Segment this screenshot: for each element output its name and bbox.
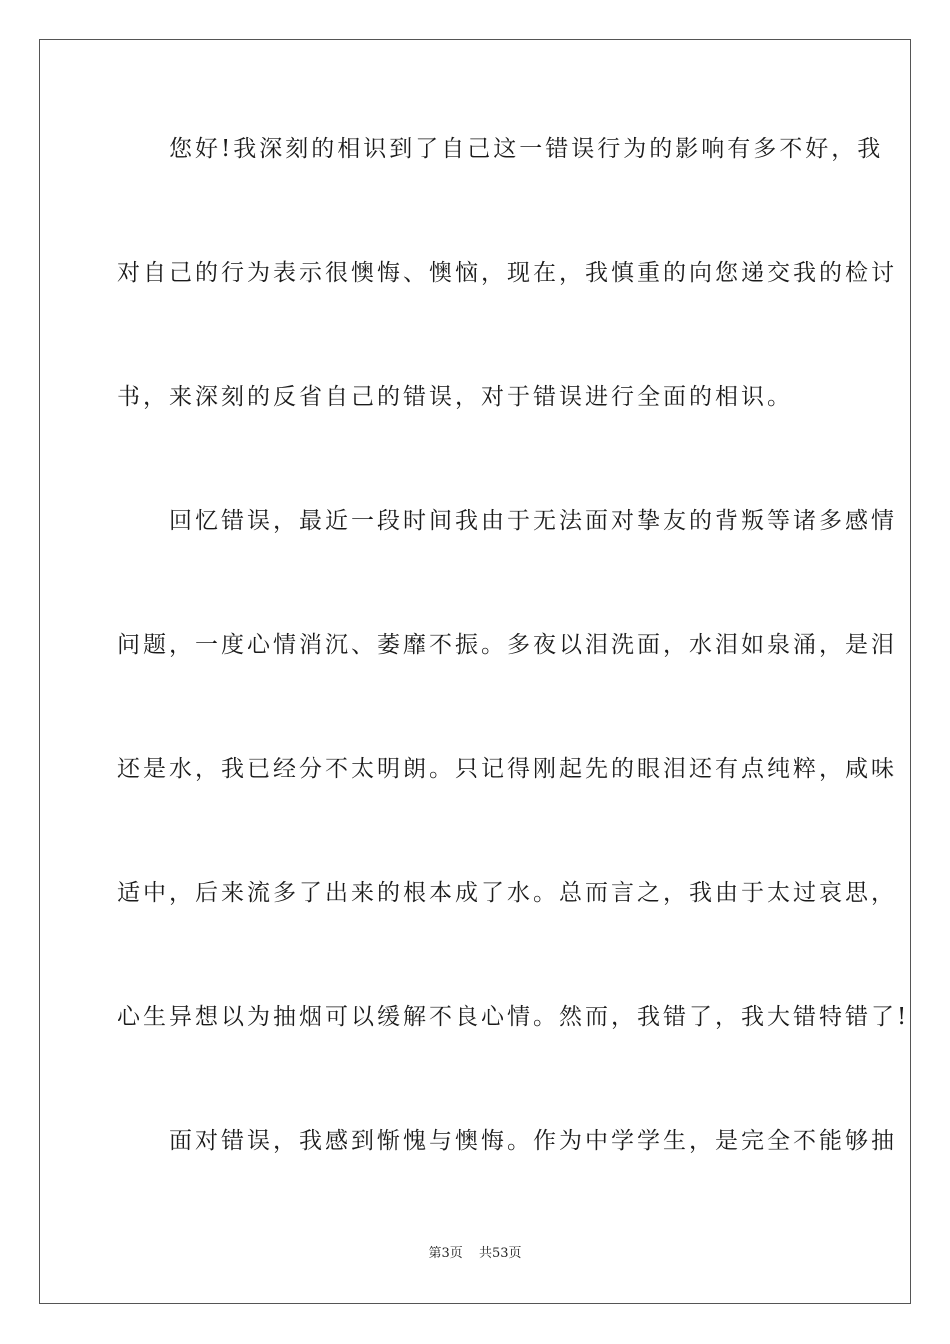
- text-line: 适中，后来流多了出来的根本成了水。总而言之，我由于太过哀思，: [117, 880, 897, 906]
- text-line: 对自己的行为表示很懊悔、懊恼，现在，我慎重的向您递交我的检讨: [117, 260, 897, 286]
- text-line: 心生异想以为抽烟可以缓解不良心情。然而，我错了，我大错特错了!: [117, 1004, 910, 1030]
- text-line: 回忆错误，最近一段时间我由于无法面对挚友的背叛等诸多感情: [117, 508, 897, 534]
- text-line: 问题，一度心情消沉、萎靡不振。多夜以泪洗面，水泪如泉涌，是泪: [117, 632, 897, 658]
- text-line: 还是水，我已经分不太明朗。只记得刚起先的眼泪还有点纯粹，咸味: [117, 756, 897, 782]
- page-total: 共53页: [478, 1246, 522, 1261]
- text-line: 书，来深刻的反省自己的错误，对于错误进行全面的相识。: [117, 384, 793, 410]
- text-line: 面对错误，我感到惭愧与懊悔。作为中学学生，是完全不能够抽: [117, 1128, 897, 1154]
- page-footer: [0, 1245, 950, 1263]
- page-border: [39, 39, 911, 1304]
- text-line: 您好!我深刻的相识到了自己这一错误行为的影响有多不好，我: [117, 136, 884, 162]
- page-number: 第3页: [428, 1246, 463, 1261]
